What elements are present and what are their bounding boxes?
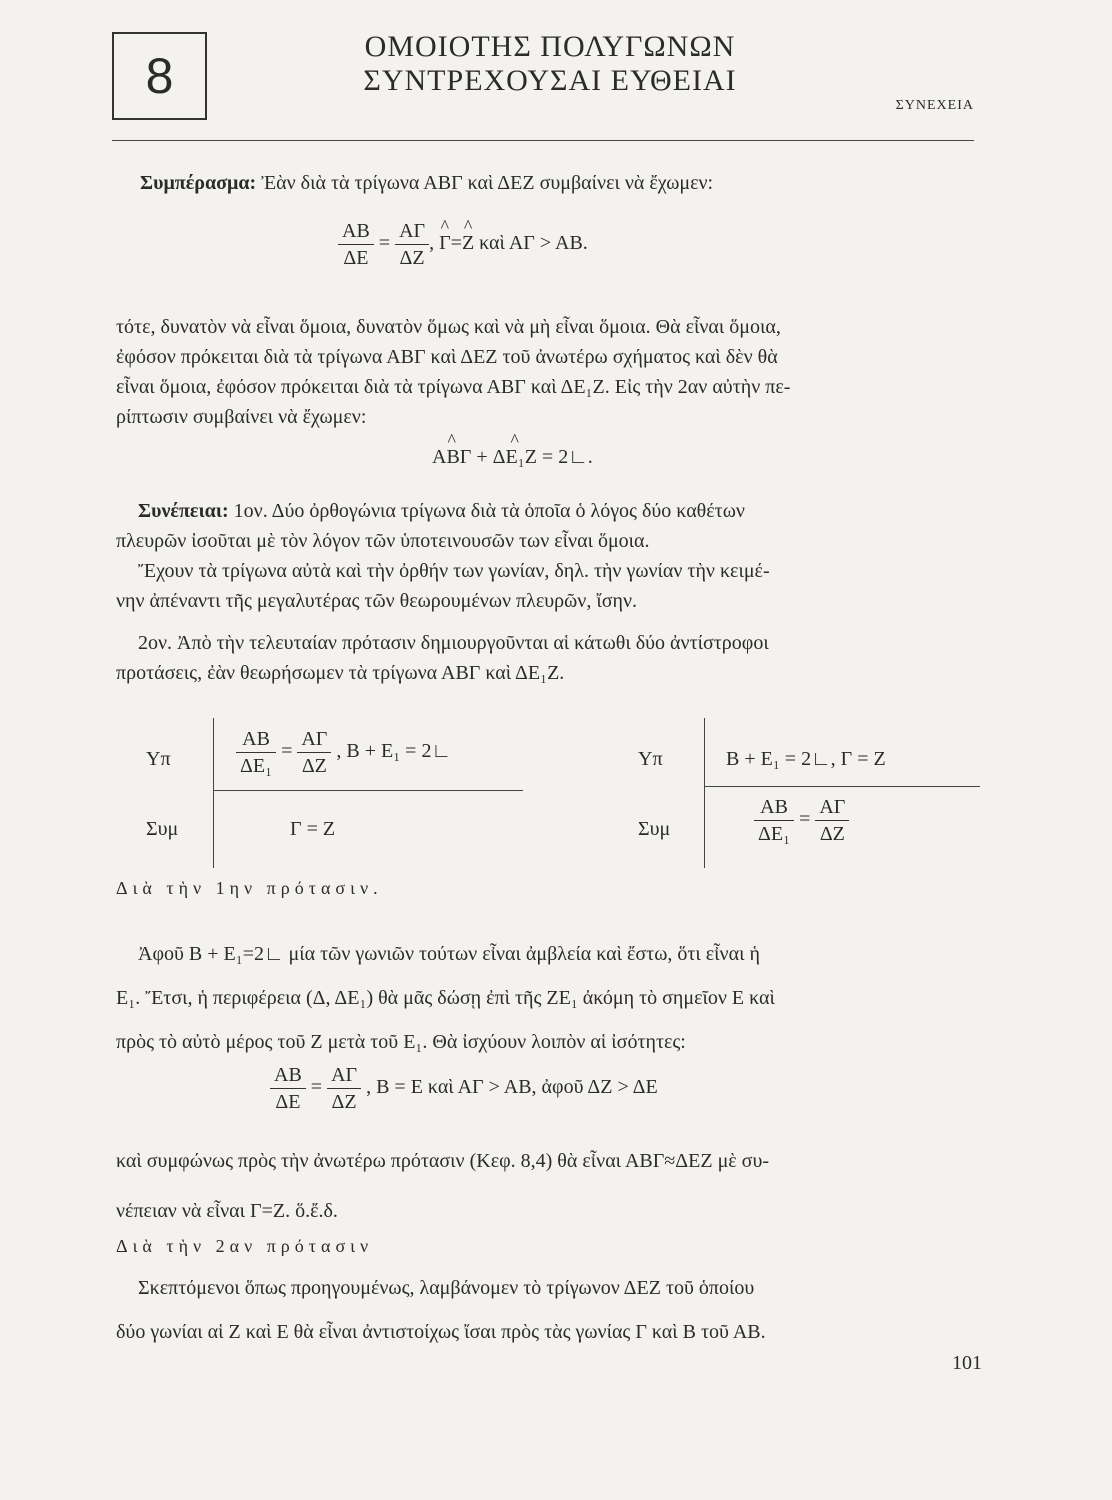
text-line: τότε, δυνατὸν νὰ εἶναι ὅμοια, δυνατὸν ὅμως καὶ νὰ μὴ εἶναι ὅμοια. Θὰ εἶναι ὅμοια, xyxy=(116,316,781,338)
fraction-ab-de1 xyxy=(236,726,276,779)
numerator: ΑΒ xyxy=(236,726,276,753)
vertical-divider xyxy=(213,718,214,868)
equals-sign: = xyxy=(799,808,811,831)
fraction-ab-de xyxy=(270,1062,306,1115)
right-conclusion xyxy=(754,794,849,847)
text-line: 1ον. Δύο ὀρθογώνια τρίγωνα διὰ τὰ ὁποῖα ὁ λόγος δύο καθέτων xyxy=(233,500,745,522)
continued-label: ΣΥΝΕΧΕΙΑ xyxy=(895,98,974,113)
theorem-left xyxy=(118,718,574,878)
fraction-ag-dz xyxy=(395,218,429,271)
conclusion-label: Συμ xyxy=(146,818,179,840)
denominator: ΔΕ xyxy=(275,1091,301,1113)
text-line: πλευρῶν ἰσοῦται μὲ τὸν λόγον τῶν ὑποτεινουσῶν των εἶναι ὅμοια. xyxy=(116,530,650,552)
numerator: ΑΒ xyxy=(270,1062,306,1089)
text-line: Ἔχουν τὰ τρίγωνα αὐτὰ καὶ τὴν ὀρθήν των γωνίαν, δηλ. τὴν γωνίαν τὴν κειμέ- xyxy=(138,560,770,582)
hypothesis-label: Υπ xyxy=(638,748,663,770)
consequences-label: Συνέπειαι: xyxy=(138,500,229,522)
header-rule xyxy=(112,140,974,141)
proof-2-heading: Διὰ τὴν 2αν πρότασιν xyxy=(116,1236,374,1256)
fraction-ag-dz xyxy=(815,794,849,847)
formula-1 xyxy=(338,218,588,271)
denominator: ΔΕ₁ xyxy=(758,823,791,845)
equals-sign: = xyxy=(450,232,462,255)
angle-de1z: ^ ΔΕ₁Ζ xyxy=(493,446,537,469)
left-hypothesis xyxy=(236,726,451,779)
text-line: ρίπτωσιν συμβαίνει νὰ ἔχωμεν: xyxy=(116,406,367,428)
text-line: νην ἀπέναντι τῆς μεγαλυτέρας τῶν θεωρουμένων πλευρῶν, ἴσην. xyxy=(116,590,637,612)
consequences xyxy=(116,496,976,688)
numerator: ΑΓ xyxy=(297,726,331,753)
text-line: δύο γωνίαι αἱ Ζ καὶ Ε θὰ εἶναι ἀντιστοίχως ἴσαι πρὸς τὰς γωνίας Γ καὶ Β τοῦ ΑΒ. xyxy=(116,1321,766,1343)
fraction-ab-de xyxy=(338,218,374,271)
horizontal-divider xyxy=(213,790,523,791)
fraction-ag-dz xyxy=(297,726,331,779)
numerator: ΑΓ xyxy=(327,1062,361,1089)
proof-2 xyxy=(116,1266,976,1354)
proof-1 xyxy=(116,932,976,1064)
equals-sign: = xyxy=(378,232,391,255)
numerator: ΑΒ xyxy=(338,218,374,245)
equals-sign: = xyxy=(281,740,293,763)
denominator: ΔΖ xyxy=(399,247,425,269)
fraction-ab-de1 xyxy=(754,794,794,847)
formula-tail: , Β = Ε καὶ ΑΓ > ΑΒ, ἀφοῦ ΔΖ > ΔΕ xyxy=(366,1076,658,1099)
equals-sign: = xyxy=(541,446,554,468)
denominator: ΔΖ xyxy=(331,1091,357,1113)
page-number: 101 xyxy=(952,1352,982,1374)
right-hypothesis: Β + Ε₁ = 2∟, Γ = Ζ xyxy=(726,748,886,770)
proof-1-heading: Διὰ τὴν 1ην πρότασιν. xyxy=(116,878,383,898)
conclusion-text: Ἐὰν διὰ τὰ τρίγωνα ΑΒΓ καὶ ΔΕΖ συμβαίνει νὰ ἔχωμεν: xyxy=(261,172,714,194)
fraction-ag-dz xyxy=(327,1062,361,1115)
chapter-title-line1: ΟΜΟΙΟΤΗΣ ΠΟΛΥΓΩΝΩΝ xyxy=(364,30,736,63)
text-line: εἶναι ὅμοια, ἐφόσον πρόκειται διὰ τὰ τρίγωνα ΑΒΓ καὶ ΔΕ₁Ζ. Εἰς τὴν 2αν αὐτὴν πε- xyxy=(116,376,791,398)
formula-2 xyxy=(432,446,593,469)
equals-sign: = xyxy=(310,1076,323,1099)
horizontal-divider xyxy=(704,786,980,787)
theorem-right xyxy=(620,718,980,878)
left-conclusion: Γ = Ζ xyxy=(290,818,336,840)
angle-g: ^ Γ xyxy=(439,232,451,255)
right-angles: 2∟. xyxy=(558,446,593,468)
denominator: ΔΕ₁ xyxy=(240,755,273,777)
numerator: ΑΓ xyxy=(815,794,849,821)
text-line: Ε₁. Ἔτσι, ἡ περιφέρεια (Δ, ΔΕ₁) θὰ μᾶς δώσῃ ἐπὶ τῆς ΖΕ₁ ἀκόμη τὸ σημεῖον Ε καὶ xyxy=(116,987,775,1009)
denominator: ΔΖ xyxy=(301,755,327,777)
formula-3 xyxy=(270,1062,658,1115)
plus-sign: + xyxy=(476,446,488,468)
paragraph-1 xyxy=(116,312,976,432)
numerator: ΑΓ xyxy=(395,218,429,245)
chapter-number-box: 8 xyxy=(112,32,207,120)
text-line: καὶ συμφώνως πρὸς τὴν ἀνωτέρω πρότασιν (Κεφ. 8,4) θὰ εἶναι ΑΒΓ≈ΔΕΖ μὲ συ- xyxy=(116,1150,770,1172)
formula-rest: καὶ ΑΓ > ΑΒ. xyxy=(479,232,588,255)
chapter-title-line2: ΣΥΝΤΡΕΧΟΥΣΑΙ ΕΥΘΕΙΑΙ xyxy=(363,64,737,97)
comma: , xyxy=(429,232,435,255)
proof-1-end xyxy=(116,1136,976,1236)
conclusion-label: Συμπέρασμα: xyxy=(140,172,257,194)
angle-z: ^ Ζ xyxy=(462,232,474,255)
denominator: ΔΕ xyxy=(343,247,369,269)
angle-sum: , Β + Ε₁ = 2∟ xyxy=(336,740,452,763)
text-line: προτάσεις, ἐὰν θεωρήσωμεν τὰ τρίγωνα ΑΒΓ καὶ ΔΕ₁Ζ. xyxy=(116,662,565,684)
conclusion-line xyxy=(140,172,713,195)
text-line: Σκεπτόμενοι ὅπως προηγουμένως, λαμβάνομεν τὸ τρίγωνον ΔΕΖ τοῦ ὁποίου xyxy=(138,1277,755,1299)
text-line: πρὸς τὸ αὐτὸ μέρος τοῦ Ζ μετὰ τοῦ Ε₁. Θὰ ἰσχύουν λοιπὸν αἱ ἰσότητες: xyxy=(116,1031,686,1053)
vertical-divider xyxy=(704,718,705,868)
conclusion-label: Συμ xyxy=(638,818,671,840)
angle-abg: ^ ΑΒΓ xyxy=(432,446,471,469)
text-line: Ἀφοῦ Β + Ε₁=2∟ μία τῶν γωνιῶν τούτων εἶναι ἀμβλεία καὶ ἔστω, ὅτι εἶναι ἡ xyxy=(138,943,760,965)
text-line: νέπειαν νὰ εἶναι Γ=Ζ. ὅ.ἔ.δ. xyxy=(116,1200,338,1222)
numerator: ΑΒ xyxy=(754,794,794,821)
text-line: 2ον. Ἀπὸ τὴν τελευταίαν πρότασιν δημιουργοῦνται αἱ κάτωθι δύο ἀντίστροφοι xyxy=(138,632,769,654)
text-line: ἐφόσον πρόκειται διὰ τὰ τρίγωνα ΑΒΓ καὶ ΔΕΖ τοῦ ἀνωτέρω σχήματος καὶ δὲν θὰ xyxy=(116,346,778,368)
denominator: ΔΖ xyxy=(819,823,845,845)
hypothesis-label: Υπ xyxy=(146,748,171,770)
